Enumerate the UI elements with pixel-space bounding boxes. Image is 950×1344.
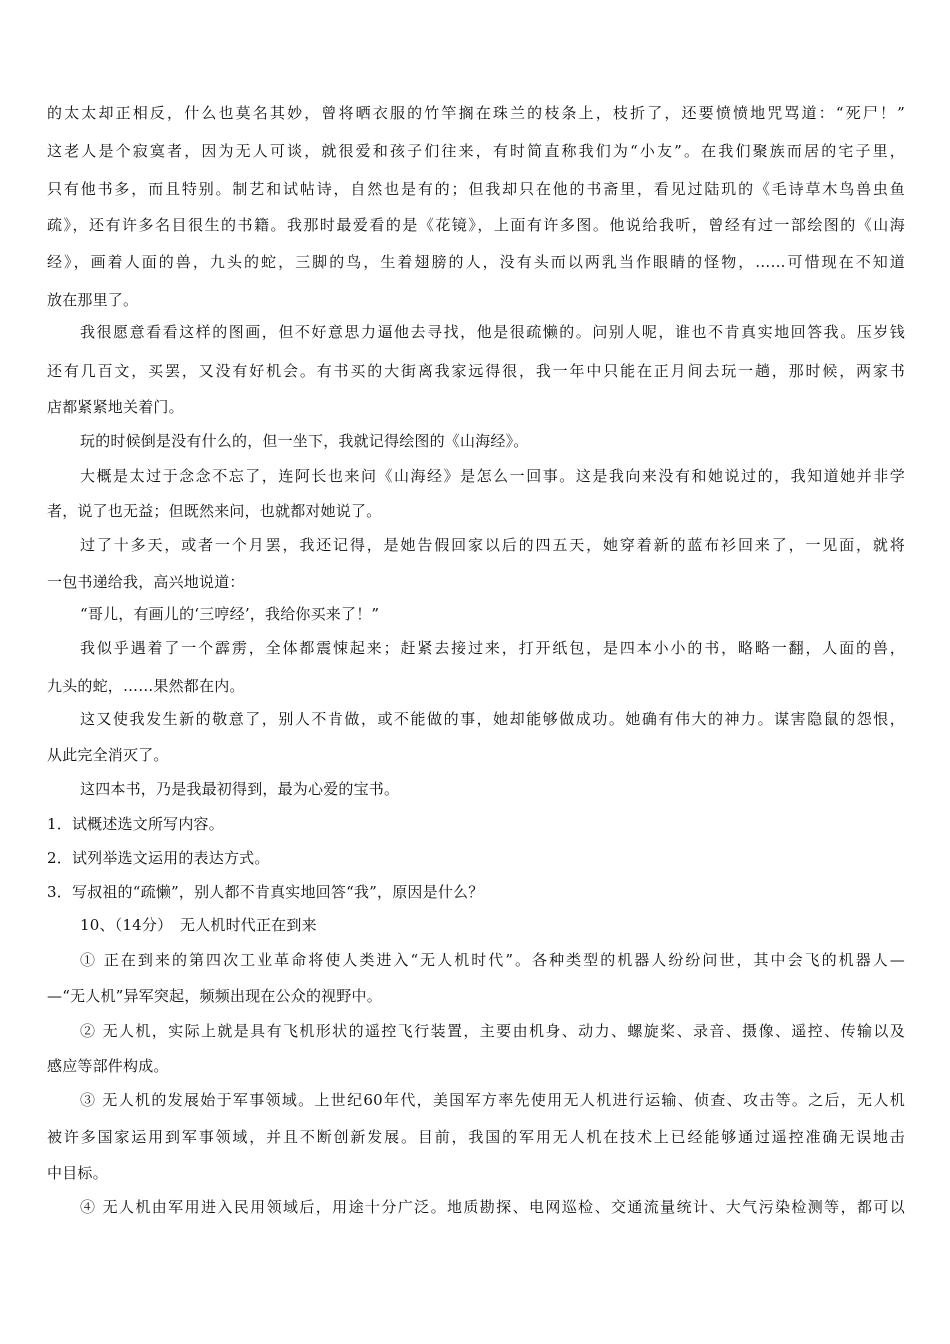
text-line: 疏》，还有许多名目很生的书籍。我那时最爱看的是《花镜》，上面有许多图。他说给我听，曾经有过一部绘图的《山海	[47, 216, 905, 234]
text-line: 玩的时候倒是没有什么的，但一坐下，我就记得绘图的《山海经》。	[80, 432, 529, 450]
text-line: ③ 无人机的发展始于军事领域。上世纪60年代，美国军方率先使用无人机进行运输、侦查、攻击等。之后，无人机	[80, 1091, 905, 1109]
text-line: —“无人机”异军突起，频频出现在公众的视野中。	[47, 987, 382, 1005]
text-line: 这又使我发生新的敬意了，别人不肯做，或不能做的事，她却能够做成功。她确有伟大的神力。谋害隐鼠的怨恨，	[80, 710, 905, 728]
question-3: 3．写叔祖的“疏懒”，别人都不肯真实地回答“我”，原因是什么？	[47, 883, 484, 901]
text-line: 的太太却正相反，什么也莫名其妙，曾将晒衣服的竹竿搁在珠兰的枝条上，枝折了，还要愤愤地咒骂道：“死尸！”	[47, 104, 905, 122]
text-line: 被许多国家运用到军事领域，并且不断创新发展。目前，我国的军用无人机在技术上已经能够通过遥控准确无误地击	[47, 1128, 905, 1146]
question-1: 1．试概述选文所写内容。	[47, 815, 224, 833]
text-line: 从此完全消灭了。	[47, 746, 169, 764]
text-line: 一包书递给我，高兴地说道：	[47, 573, 245, 591]
text-line: “哥儿，有画儿的‘三哼经’，我给你买来了！”	[80, 605, 380, 623]
text-line: 只有他书多，而且特别。制艺和试帖诗，自然也是有的；但我却只在他的书斋里，看见过陆玑的《毛诗草木鸟兽虫鱼	[47, 180, 905, 198]
text-line: 大概是太过于念念不忘了，连阿长也来问《山海经》是怎么一回事。这是我向来没有和她说过的，我知道她并非学	[80, 467, 905, 485]
text-line: 我似乎遇着了一个霹雳，全体都震悚起来；赶紧去接过来，打开纸包，是四本小小的书，略略一翻，人面的兽，	[80, 639, 905, 657]
text-line: 我很愿意看看这样的图画，但不好意思力逼他去寻找，他是很疏懒的。问别人呢，谁也不肯真实地回答我。压岁钱	[80, 323, 905, 341]
text-line: 这老人是个寂寞者，因为无人可谈，就很爱和孩子们往来，有时简直称我们为“小友”。在我们聚族而居的宅子里，	[47, 142, 905, 160]
text-line: ① 正在到来的第四次工业革命将使人类进入“无人机时代”。各种类型的机器人纷纷问世，其中会飞的机器人—	[80, 951, 905, 969]
text-line: 经》，画着人面的兽，九头的蛇，三脚的鸟，生着翅膀的人，没有头而以两乳当作眼睛的怪物，……可惜现在不知道	[47, 253, 905, 271]
text-line: 放在那里了。	[47, 291, 139, 309]
text-line: ② 无人机，实际上就是具有飞机形状的遥控飞行装置，主要由机身、动力、螺旋桨、录音、摄像、遥控、传输以及	[80, 1022, 905, 1040]
question-2: 2．试列举选文运用的表达方式。	[47, 849, 270, 867]
text-line: ④ 无人机由军用进入民用领域后，用途十分广泛。地质勘探、电网巡检、交通流量统计、大气污染检测等，都可以	[80, 1198, 905, 1216]
text-line: 感应等部件构成。	[47, 1057, 169, 1075]
text-line: 这四本书，乃是我最初得到，最为心爱的宝书。	[80, 780, 400, 798]
section-heading: 10、（14分） 无人机时代正在到来	[80, 916, 317, 934]
text-line: 还有几百文，买罢，又没有好机会。有书买的大街离我家远得很，我一年中只能在正月间去玩一趟，那时候，两家书	[47, 362, 905, 380]
text-line: 九头的蛇，……果然都在内。	[47, 677, 245, 695]
text-line: 中目标。	[47, 1164, 108, 1182]
text-line: 店都紧紧地关着门。	[47, 398, 184, 416]
text-line: 者，说了也无益；但既然来问，也就都对她说了。	[47, 502, 382, 520]
text-line: 过了十多天，或者一个月罢，我还记得，是她告假回家以后的四五天，她穿着新的蓝布衫回来了，一见面，就将	[80, 536, 905, 554]
